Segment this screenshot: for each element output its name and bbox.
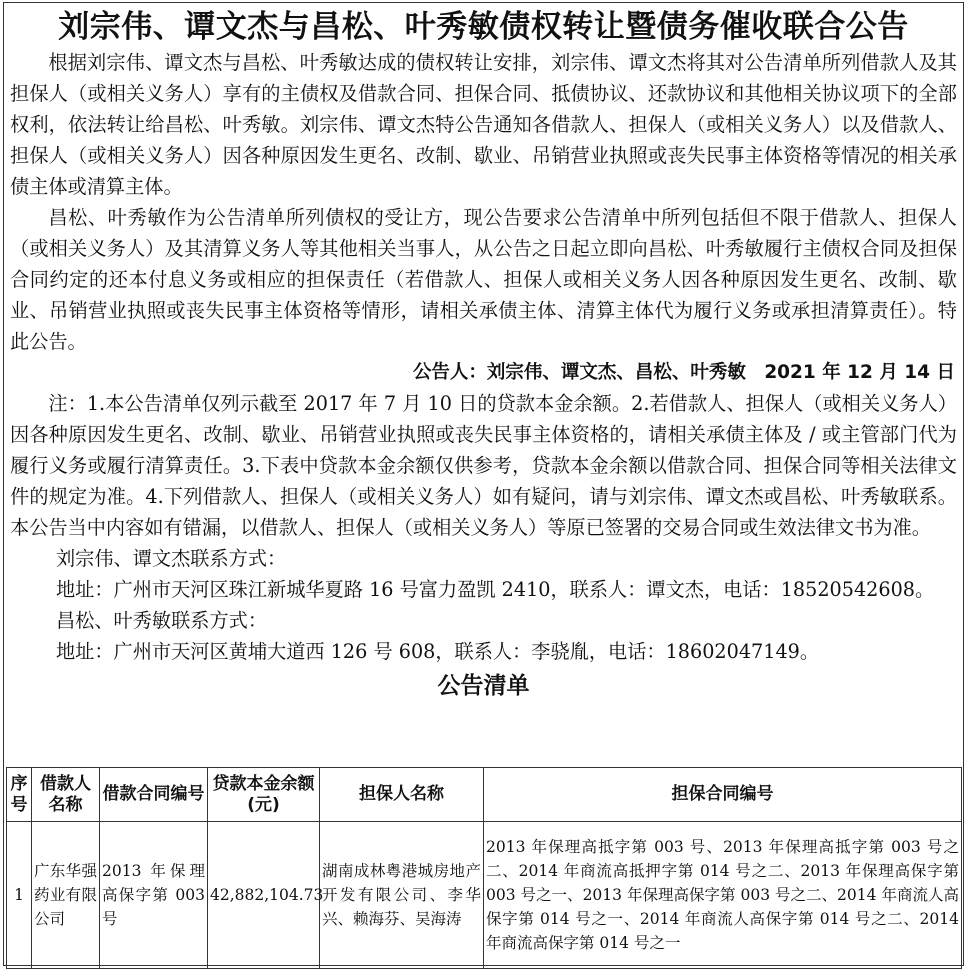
cell-guarantee-contract: 2013 年保理高抵字第 003 号、2013 年保理高抵字第 003 号之二、2014 年商流高抵押字第 014 号之二、2013 年保理高保字第 003 号之一、2013 年保理高保字第 003 号之二、2014 年商流人高保字第 014 号之一、2014 年商流人高保字第 014 号之二、2014 年商流高保字第 014 号之一 — [484, 822, 962, 969]
cell-loan-contract: 2013 年保理高保字第 003 号 — [100, 822, 208, 969]
notice-list-table — [6, 767, 962, 969]
header-borrower: 借款人名称 — [32, 768, 100, 822]
signature-line: 公告人：刘宗伟、谭文杰、昌松、叶秀敏 2021 年 12 月 14 日 — [412, 362, 955, 383]
paragraph-assignment: 根据刘宗伟、谭文杰与昌松、叶秀敏达成的债权转让安排，刘宗伟、谭文杰将其对公告清单所列借款人及其担保人（或相关义务人）享有的主债权及借款合同、担保合同、抵债协议、还款协议和其他相关协议项下的全部权利，依法转让给昌松、叶秀敏。刘宗伟、谭文杰特公告通知各借款人、担保人（或相关义务人）以及借款人、担保人（或相关义务人）因各种原因发生更名、改制、歇业、吊销营业执照或丧失民事主体资格等情况的相关承债主体或清算主体。 — [10, 51, 957, 198]
paragraph-demand: 昌松、叶秀敏作为公告清单所列债权的受让方，现公告要求公告清单中所列包括但不限于借款人、担保人（或相关义务人）及其清算义务人等其他相关当事人，从公告之日起立即向昌松、叶秀敏履行主债权合同及担保合同约定的还本付息义务或相应的担保责任（若借款人、担保人或相关义务人因各种原因发生更名、改制、歇业、吊销营业执照或丧失民事主体资格等情形，请相关承债主体、清算主体代为履行义务或承担清算责任）。特此公告。 — [10, 206, 957, 353]
cell-no: 1 — [7, 822, 32, 969]
contact-b-heading: 昌松、叶秀敏联系方式： — [56, 609, 268, 632]
header-loan-contract: 借款合同编号 — [100, 768, 208, 822]
contact-a-address: 地址：广州市天河区珠江新城华夏路 16 号富力盈凯 2410，联系人：谭文杰，电话：18520542608。 — [56, 578, 935, 601]
notice-title: 刘宗伟、谭文杰与昌松、叶秀敏债权转让暨债务催收联合公告 — [58, 9, 909, 45]
header-no: 序号 — [7, 768, 32, 822]
table-header-row — [7, 768, 962, 822]
cell-borrower: 广东华强药业有限公司 — [32, 822, 100, 969]
cell-principal: 42,882,104.73 — [208, 822, 320, 969]
table-row — [7, 822, 962, 969]
notice-body — [4, 47, 963, 705]
header-guarantor: 担保人名称 — [320, 768, 484, 822]
contact-b-address: 地址：广州市天河区黄埔大道西 126 号 608，联系人：李骁胤，电话：18602047149。 — [56, 640, 820, 663]
header-guarantee-contract: 担保合同编号 — [484, 768, 962, 822]
legal-notice — [3, 2, 964, 966]
notes-paragraph: 注：1.本公告清单仅列示截至 2017 年 7 月 10 日的贷款本金余额。2.若借款人、担保人（或相关义务人）因各种原因发生更名、改制、歇业、吊销营业执照或丧失民事主体资格的，请相关承债主体及 / 或主管部门代为履行义务或履行清算责任。3.下表中贷款本金余额仅供参考，贷款本金余额以借款合同、担保合同等相关法律文件的规定为准。4.下列借款人、担保人（或相关义务人）如有疑问，请与刘宗伟、谭文杰或昌松、叶秀敏联系。本公告当中内容如有错漏，以借款人、担保人（或相关义务人）等原已签署的交易合同或生效法律文书为准。 — [10, 392, 957, 539]
contact-a-heading: 刘宗伟、谭文杰联系方式： — [56, 547, 287, 570]
list-title: 公告清单 — [437, 673, 530, 699]
header-principal: 贷款本金余额(元) — [208, 768, 320, 822]
cell-guarantor: 湖南成林粤港城房地产开发有限公司、李华兴、赖海芬、吴海涛 — [320, 822, 484, 969]
